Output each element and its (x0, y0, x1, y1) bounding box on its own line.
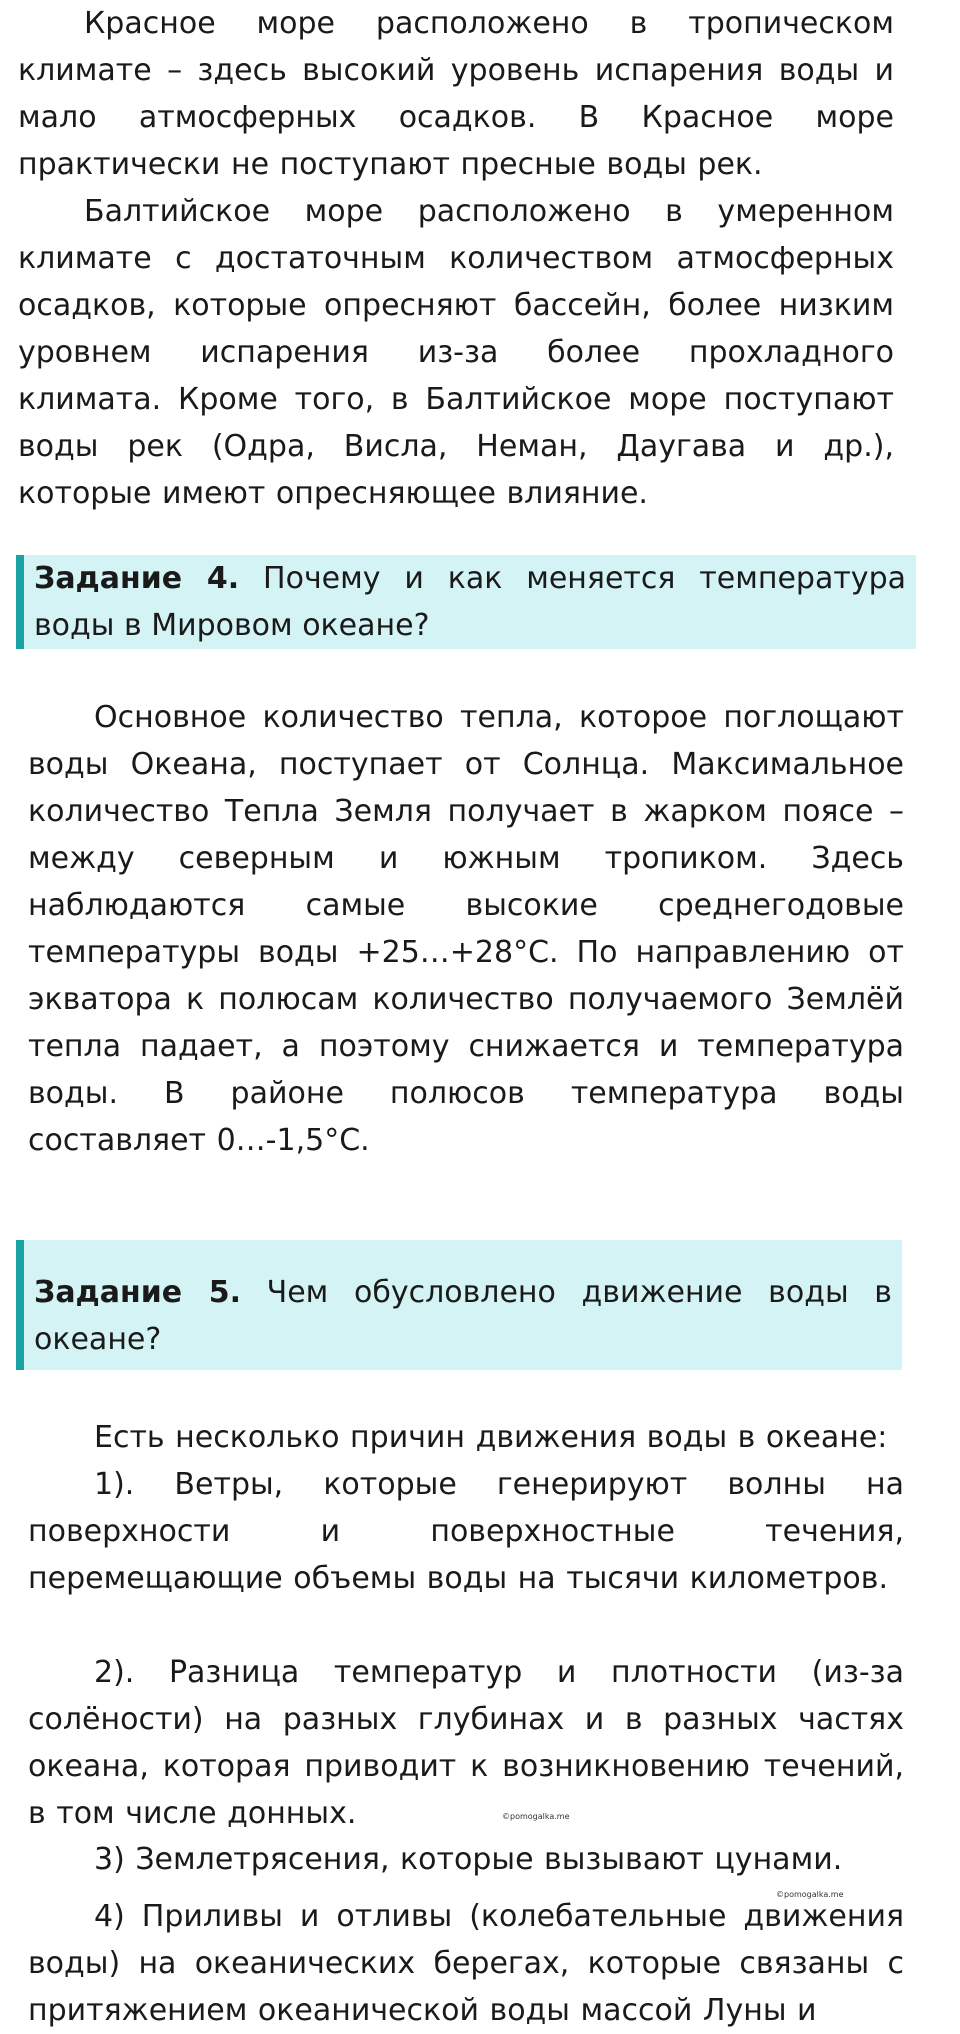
watermark-pomogalka-2: ©pomogalka.me (776, 1890, 844, 1899)
task-4-question: Почему и как меняется температура воды в Мировом океане? (34, 561, 906, 643)
task-5-item-1: 1). Ветры, которые генерируют волны на поверхности и поверхностные течения, перемещающие объемы воды на тысячи километров. (28, 1467, 904, 1596)
task-4-answer: Основное количество тепла, которое поглощают воды Океана, поступает от Солнца. Максимальное количество Тепла Земля получает в жарком поясе – между северным и южным тропиком. Здесь наблюдаются самые высокие среднегодовые температуры воды +25…+28°С. По направлению от экватора к полюсам количество получаемого Землёй тепла падает, а поэтому снижается и температура воды. В районе полюсов температура воды составляет 0…-1,5°С. (28, 700, 904, 1158)
task-5-intro: Есть несколько причин движения воды в океане: (94, 1420, 888, 1455)
paragraph-red-sea: Красное море расположено в тропическом климате – здесь высокий уровень испарения воды и мало атмосферных осадков. В Красное море практически не поступают пресные воды рек. (18, 6, 894, 182)
paragraph-baltic-sea: Балтийское море расположено в умеренном климате с достаточным количеством атмосферных осадков, которые опресняют бассейн, более низким уровнем испарения из-за более прохладного климата. Кроме того, в Балтийское море поступают воды рек (Одра, Висла, Неман, Даугава и др.), которые имеют опресняющее влияние. (18, 194, 894, 511)
task-5-question: Чем обусловлено движение воды в океане? (34, 1275, 892, 1357)
task-5-label: Задание 5. (34, 1275, 241, 1310)
task-5-item-4: 4) Приливы и отливы (колебательные движения воды) на океанических берегах, которые связаны с притяжением океанической воды массой Луны и (28, 1899, 904, 2028)
task-4-label: Задание 4. (34, 561, 240, 596)
task-5-item-2: 2). Разница температур и плотности (из-за солёности) на разных глубинах и в разных частях океана, которая приводит к возникновению течений, в том числе донных. (28, 1655, 904, 1831)
task-5-item-3: 3) Землетрясения, которые вызывают цунами. (94, 1842, 843, 1877)
watermark-pomogalka: ©pomogalka.me (502, 1812, 570, 1821)
task-4-box (16, 555, 916, 649)
task-5-box (16, 1240, 902, 1370)
